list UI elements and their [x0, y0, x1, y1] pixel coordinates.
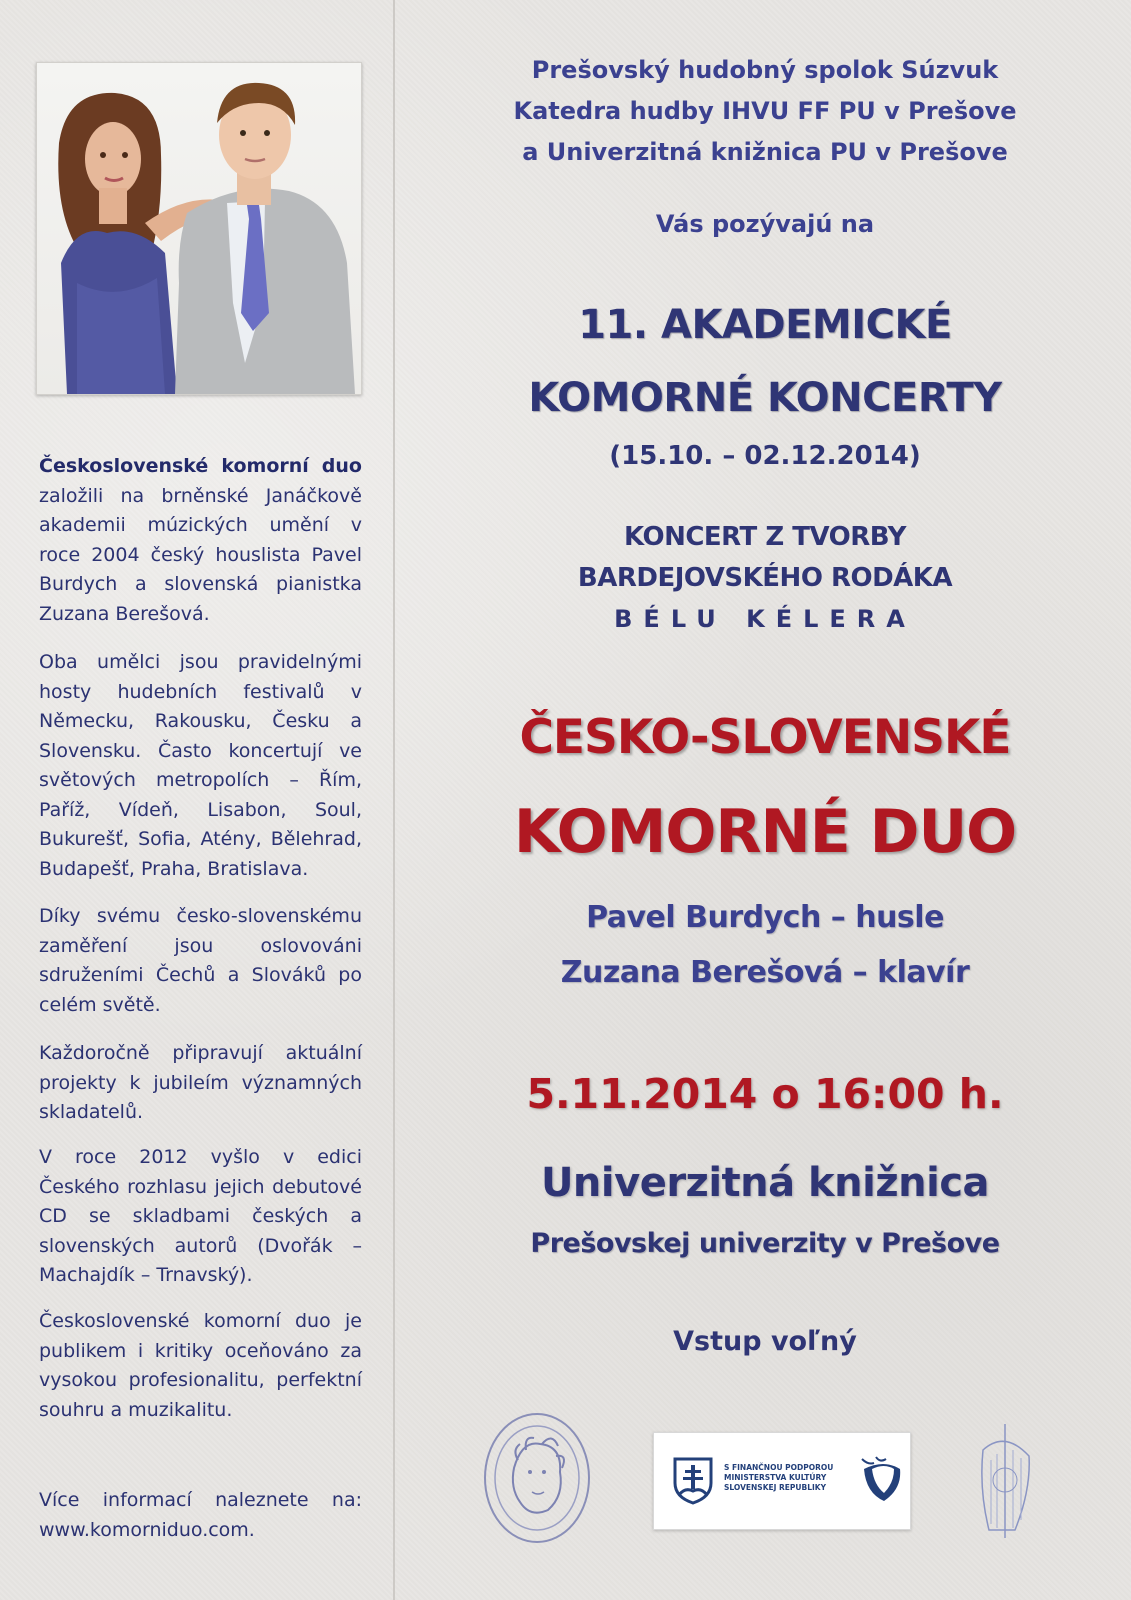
free-entry: Vstup voľný: [673, 1326, 857, 1357]
concert-subtitle-line-1: KONCERT Z TVORBY: [624, 522, 906, 552]
event-title-line-2: KOMORNÉ KONCERTY: [528, 375, 1002, 421]
concert-datetime: 5.11.2014 o 16:00 h.: [526, 1070, 1004, 1118]
duo-name-lead: Československé komorní duo: [39, 455, 362, 477]
duo-photo-illustration: [37, 63, 361, 394]
bio-paragraph-focus: Díky svému česko-slovenskému zaměření jsou oslovováni sdruženími Čechů a Slováků po celém světě.: [39, 905, 362, 1016]
bio-paragraph-reception: Československé komorní duo je publikem i kritiky oceňováno za vysokou profesionalitu, perfektní souhru a muzikalitu.: [39, 1310, 362, 1421]
duo-photo: [36, 62, 362, 395]
bio-founding-text: založili na brněnské Janáčkově akademii múzických umění v roce 2004 český houslista Pavel Burdych a slovenská pianistka Zuzana Berešová.: [39, 484, 362, 625]
composer-name: BÉLU KÉLERA: [614, 605, 916, 633]
series-dates: (15.10. – 02.12.2014): [609, 441, 921, 471]
more-info: [39, 1486, 362, 1545]
university-seal-icon: [482, 1410, 592, 1545]
bio-paragraph-founding: [39, 452, 362, 629]
column-divider: [393, 0, 395, 1600]
concert-subtitle-line-2: BARDEJOVSKÉHO RODÁKA: [577, 563, 953, 593]
event-title-line-1: 11. AKADEMICKÉ: [578, 302, 952, 348]
theatre-mask-icon: [854, 1455, 906, 1505]
organizer-line: Katedra hudby IHVU FF PU v Prešove: [513, 97, 1017, 125]
ensemble-title-line-2: KOMORNÉ DUO: [513, 797, 1017, 867]
harp-icon: [975, 1420, 1035, 1542]
bio-paragraph-cd: V roce 2012 vyšlo v edici Českého rozhlasu jejich debutové CD se skladbami českých a slovenských autorů (Dvořák – Machajdík – Trnavský).: [39, 1146, 362, 1286]
venue-institution: Prešovskej univerzity v Prešove: [530, 1228, 1000, 1259]
performer-violin: Pavel Burdych – husle: [586, 900, 944, 935]
bio-paragraph-festivals: Oba umělci jsou pravidelnými hosty hudebních festivalů v Německu, Rakousku, Česku a Slovensku. Často koncertují ve světových metropolích – Řím, Paříž, Vídeň, Lisabon, Soul, Bukurešť, Sofia, Atény, Bělehrad, Budapešť, Praha, Bratislava.: [39, 651, 362, 880]
organizer-line: Prešovský hudobný spolok Súzvuk: [531, 56, 999, 84]
website-link[interactable]: www.komorniduo.com.: [39, 1518, 255, 1541]
university-seal-logo: [482, 1410, 592, 1545]
ensemble-title-line-1: ČESKO-SLOVENSKÉ: [519, 710, 1011, 765]
performer-piano: Zuzana Berešová – klavír: [560, 955, 970, 990]
slovak-coat-of-arms-icon: [673, 1457, 713, 1505]
venue-name: Univerzitná knižnica: [540, 1160, 990, 1206]
organizer-line: a Univerzitná knižnica PU v Prešove: [522, 138, 1008, 166]
bio-paragraph-projects: Každoročně připravují aktuální projekty k jubileím významných skladatelů.: [39, 1042, 362, 1123]
more-info-label: Více informací naleznete na:: [39, 1489, 362, 1511]
invitation-line: Vás pozývajú na: [655, 210, 875, 238]
sponsor-text: S FINANČNOU PODPOROU MINISTERSTVA KULTÚRY SLOVENSKEJ REPUBLIKY: [724, 1463, 834, 1492]
music-society-logo: [975, 1420, 1035, 1542]
organizers: [420, 50, 1110, 173]
ministry-of-culture-logo: [653, 1432, 911, 1530]
